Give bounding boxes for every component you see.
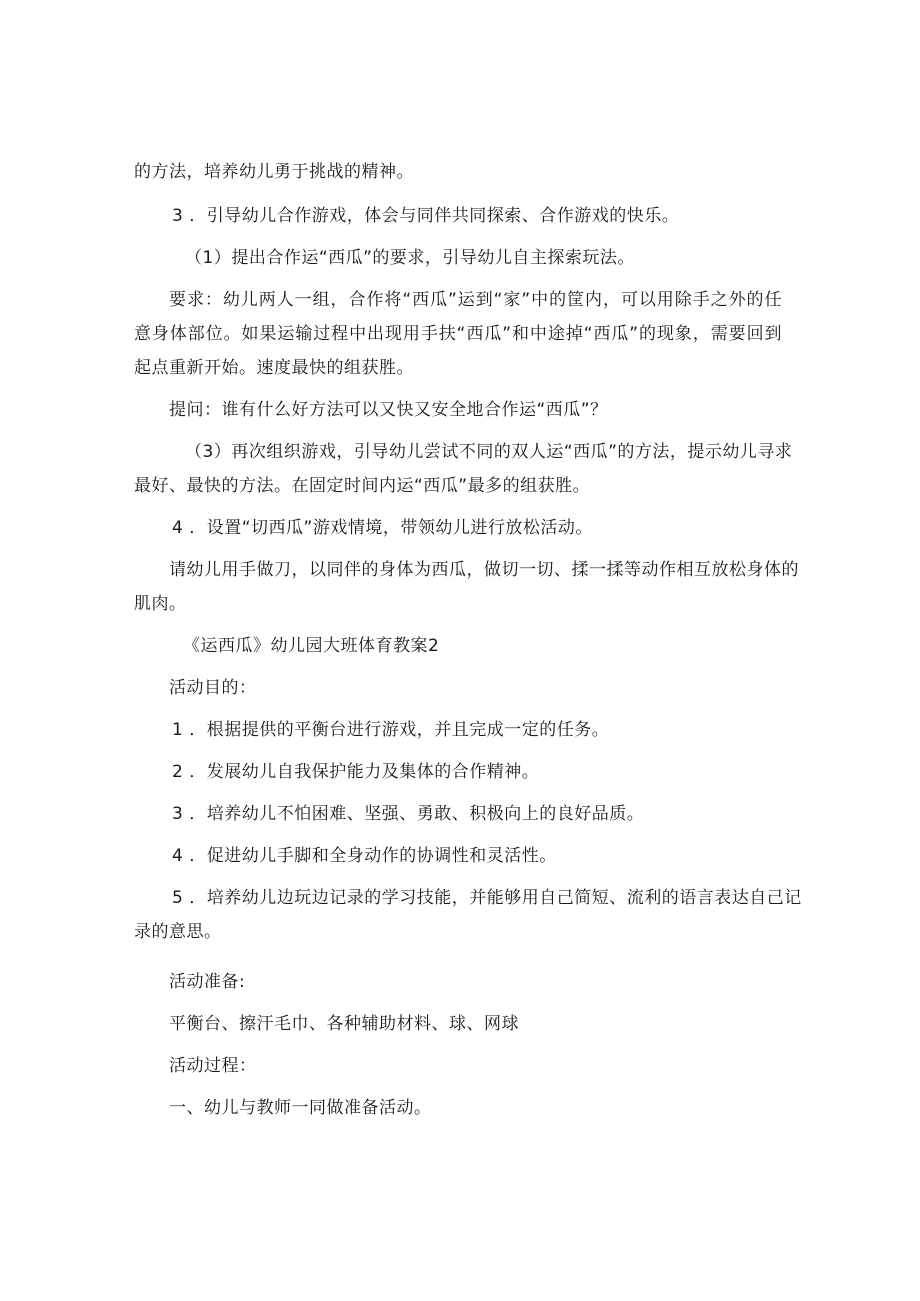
question-line: 提问：谁有什么好方法可以又快又安全地合作运“西瓜”？ [169,400,608,420]
sub-item-1: （1）提出合作运“西瓜”的要求，引导幼儿自主探索玩法。 [185,248,635,268]
heading-preparation: 活动准备: [169,972,246,992]
requirement-line: 意身体部位。如果运输过程中出现用手扶“西瓜”和中途掉“西瓜”的现象，需要回到 [134,324,782,344]
goal-item-5-cont: 录的意思。 [134,922,222,942]
numbered-item-4: 4 ．设置“切西瓜”游戏情境，带领幼儿进行放松活动。 [172,518,593,538]
requirement-line: 要求：幼儿两人一组，合作将“西瓜”运到“家”中的筐内，可以用除手之外的任 [169,290,782,310]
process-step-1: 一、幼儿与教师一同做准备活动。 [169,1098,432,1118]
goal-item-2: 2 ．发展幼儿自我保护能力及集体的合作精神。 [172,762,540,782]
heading-process: 活动过程： [169,1056,257,1076]
paragraph-line: 请幼儿用手做刀，以同伴的身体为西瓜，做切一切、揉一揉等动作相互放松身体的 [169,560,799,580]
sub-item-3-cont: 最好、最快的方法。在固定时间内运“西瓜”最多的组获胜。 [134,476,591,496]
section-title: 《运西瓜》幼儿园大班体育教案2 [183,636,440,656]
paragraph-line: 肌肉。 [134,594,187,614]
goal-item-5: 5 ．培养幼儿边玩边记录的学习技能，并能够用自己简短、流利的语言表达自己记 [172,888,802,908]
paragraph-line: 的方法，培养幼儿勇于挑战的精神。 [134,162,414,182]
goal-item-3: 3 ．培养幼儿不怕困难、坚强、勇敢、积极向上的良好品质。 [172,804,645,824]
heading-goals: 活动目的： [169,678,257,698]
goal-item-4: 4 ．促进幼儿手脚和全身动作的协调性和灵活性。 [172,846,557,866]
numbered-item-3: 3 ．引导幼儿合作游戏，体会与同伴共同探索、合作游戏的快乐。 [172,206,680,226]
preparation-list: 平衡台、擦汗毛巾、各种辅助材料、球、网球 [169,1014,519,1034]
goal-item-1: 1 ．根据提供的平衡台进行游戏，并且完成一定的任务。 [172,720,610,740]
sub-item-3: （3）再次组织游戏，引导幼儿尝试不同的双人运“西瓜”的方法，提示幼儿寻求 [185,442,793,462]
requirement-line: 起点重新开始。速度最快的组获胜。 [134,358,414,378]
